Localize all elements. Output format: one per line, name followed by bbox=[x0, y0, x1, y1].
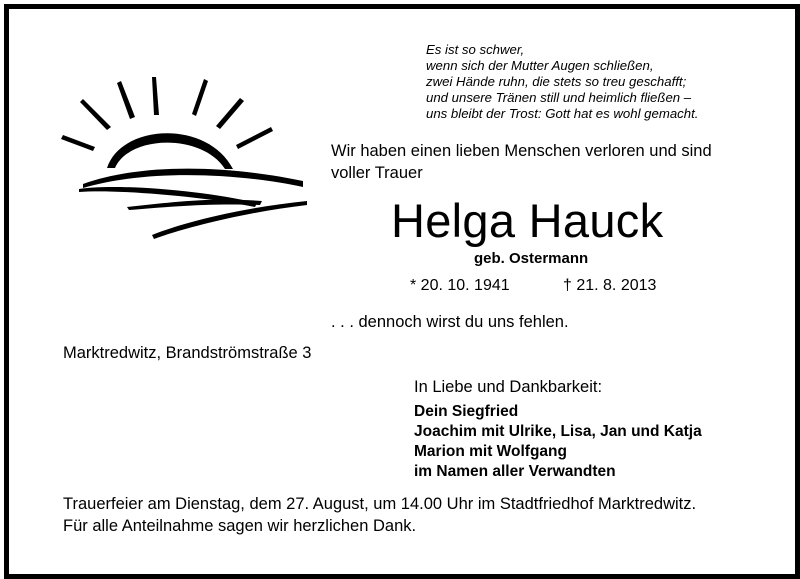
sun-ray bbox=[152, 77, 159, 115]
horizon-line bbox=[152, 201, 307, 239]
sun-ray bbox=[216, 98, 244, 129]
deceased-name: Helga Hauck bbox=[391, 194, 664, 247]
sun-disc bbox=[107, 133, 233, 169]
poem bbox=[426, 42, 698, 122]
poem-line: wenn sich der Mutter Augen schließen, bbox=[426, 58, 654, 73]
poem-line: zwei Hände ruhn, die stets so treu geschafft; bbox=[426, 74, 687, 89]
sun-ray bbox=[192, 79, 208, 116]
maiden-name: geb. Ostermann bbox=[474, 250, 589, 267]
sun-ray bbox=[117, 81, 135, 119]
sun-ray bbox=[61, 135, 95, 151]
thanks-text: Für alle Anteilnahme sagen wir herzlichen Dank. bbox=[63, 517, 417, 535]
horizon-line bbox=[127, 200, 262, 210]
mourners-intro: In Liebe und Dankbarkeit: bbox=[414, 378, 603, 396]
intro-text bbox=[331, 140, 712, 184]
farewell-text: . . . dennoch wirst du uns fehlen. bbox=[331, 313, 569, 331]
poem-line: uns bleibt der Trost: Gott hat es wohl gemacht. bbox=[426, 106, 699, 121]
intro-line: Wir haben einen lieben Menschen verloren und sind bbox=[331, 142, 712, 160]
obituary-notice bbox=[4, 4, 800, 579]
mourner-name: im Namen aller Verwandten bbox=[414, 463, 616, 480]
sun-ray bbox=[80, 99, 111, 130]
poem-line: und unsere Tränen still und heimlich fließen – bbox=[426, 90, 692, 105]
mourners-list bbox=[414, 402, 702, 482]
footer bbox=[63, 493, 696, 537]
mourner-name: Marion mit Wolfgang bbox=[414, 443, 567, 460]
poem-line: Es ist so schwer, bbox=[426, 42, 525, 57]
intro-line: voller Trauer bbox=[331, 164, 423, 182]
death-date: † 21. 8. 2013 bbox=[563, 277, 657, 294]
sun-ray bbox=[236, 127, 273, 149]
address: Marktredwitz, Brandströmstraße 3 bbox=[63, 344, 312, 362]
birth-date: * 20. 10. 1941 bbox=[410, 277, 510, 294]
mourner-name: Joachim mit Ulrike, Lisa, Jan und Katja bbox=[414, 423, 702, 440]
mourner-name: Dein Siegfried bbox=[414, 403, 519, 420]
funeral-info: Trauerfeier am Dienstag, dem 27. August, um 14.00 Uhr im Stadtfriedhof Marktredwitz. bbox=[63, 495, 697, 513]
horizon-line bbox=[83, 169, 303, 188]
sunset-icon bbox=[57, 69, 307, 244]
